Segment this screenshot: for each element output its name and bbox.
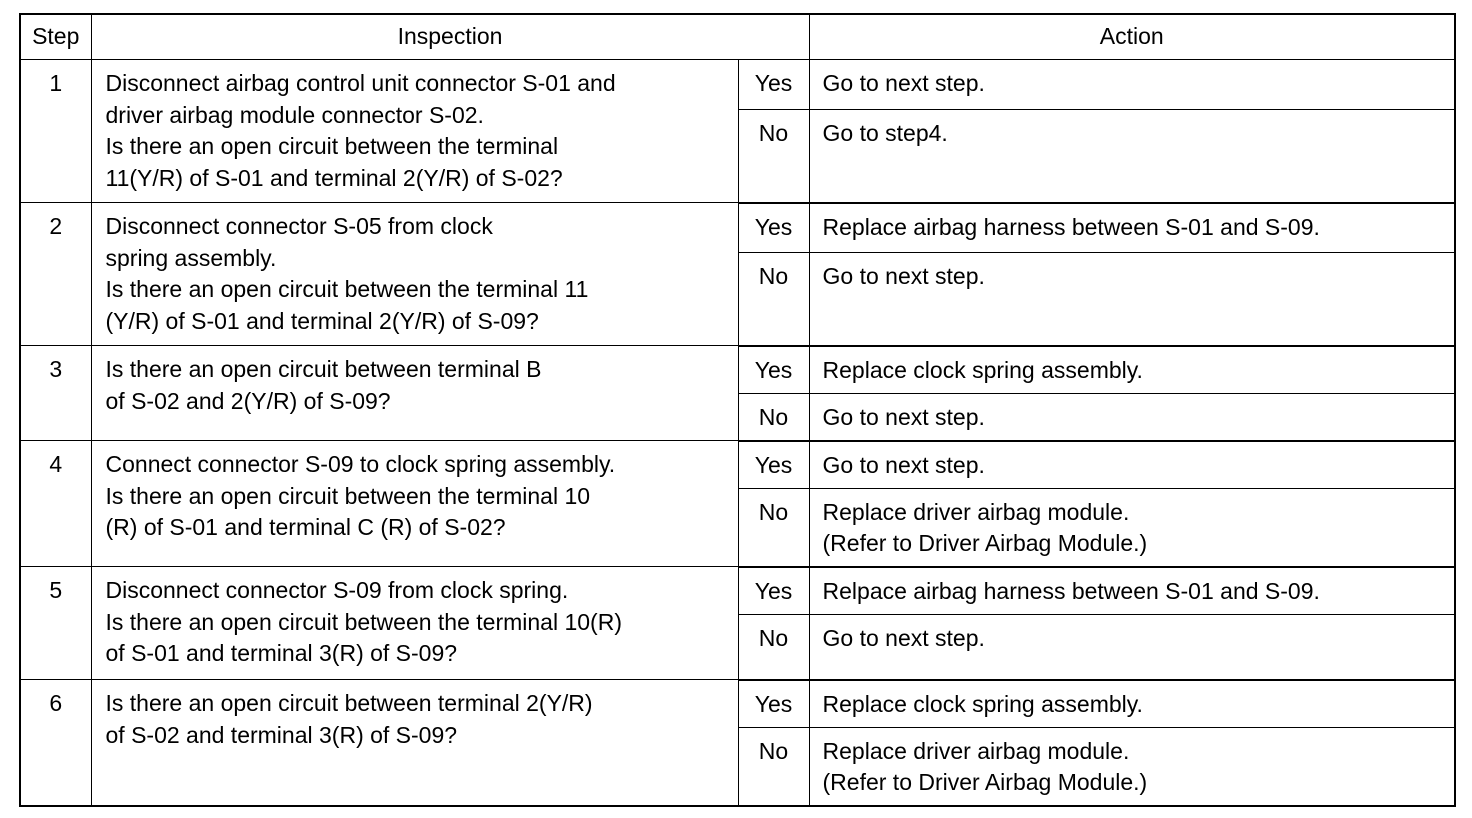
action-line: Replace driver airbag module.	[822, 498, 1130, 525]
inspection-line: spring assembly.	[105, 244, 277, 271]
inspection-text	[91, 346, 738, 441]
yes-label: Yes	[738, 346, 809, 394]
inspection-line: of S-02 and 2(Y/R) of S-09?	[105, 387, 391, 414]
inspection-line: of S-01 and terminal 3(R) of S-09?	[105, 640, 458, 666]
action-line: Go to next step.	[822, 451, 985, 478]
action-line: Replace clock spring assembly.	[822, 690, 1143, 717]
yes-action	[809, 60, 1455, 110]
yes-action	[809, 567, 1455, 615]
yes-label: Yes	[738, 60, 809, 110]
inspection-line: Connect connector S-09 to clock spring assembly.	[105, 451, 616, 477]
inspection-line: driver airbag module connector S-02.	[105, 101, 484, 128]
step-number: 2	[20, 203, 91, 346]
no-label: No	[738, 614, 809, 680]
troubleshooting-document	[19, 13, 1454, 807]
step-number: 4	[20, 441, 91, 567]
no-action	[809, 109, 1455, 202]
yes-label: Yes	[738, 441, 809, 489]
header-step: Step	[20, 14, 91, 60]
yes-label: Yes	[738, 567, 809, 615]
yes-action	[809, 441, 1455, 489]
table-row	[20, 203, 1455, 253]
inspection-line: (R) of S-01 and terminal C (R) of S-02?	[105, 514, 506, 540]
inspection-text	[91, 680, 738, 806]
no-action	[809, 393, 1455, 441]
inspection-line: Is there an open circuit between the terminal 10	[105, 482, 591, 509]
action-line: (Refer to Driver Airbag Module.)	[822, 530, 1148, 556]
yes-action	[809, 346, 1455, 394]
inspection-line: Disconnect connector S-05 from clock	[105, 213, 493, 239]
action-line: Go to next step.	[822, 263, 985, 290]
action-line: Go to next step.	[822, 70, 985, 96]
action-line: Replace driver airbag module.	[822, 737, 1130, 764]
no-label: No	[738, 488, 809, 567]
action-line: (Refer to Driver Airbag Module.)	[822, 769, 1148, 795]
inspection-line: Disconnect connector S-09 from clock spring.	[105, 577, 569, 603]
yes-label: Yes	[738, 203, 809, 253]
inspection-text	[91, 60, 738, 203]
no-label: No	[738, 109, 809, 202]
action-line: Go to next step.	[822, 624, 985, 651]
no-action	[809, 253, 1455, 346]
table-row	[20, 346, 1455, 394]
no-label: No	[738, 393, 809, 441]
inspection-line: Disconnect airbag control unit connector S-01 and	[105, 70, 616, 96]
inspection-line: of S-02 and terminal 3(R) of S-09?	[105, 721, 458, 748]
yes-action	[809, 203, 1455, 253]
inspection-text	[91, 203, 738, 346]
inspection-line: (Y/R) of S-01 and terminal 2(Y/R) of S-09?	[105, 307, 539, 334]
table-row	[20, 60, 1455, 110]
table-row	[20, 680, 1455, 728]
inspection-text	[91, 441, 738, 567]
yes-label: Yes	[738, 680, 809, 728]
inspection-line: Is there an open circuit between the terminal 11	[105, 276, 589, 302]
inspection-text	[91, 567, 738, 680]
header-action: Action	[809, 14, 1455, 60]
table-row	[20, 567, 1455, 615]
action-line: Replace airbag harness between S-01 and S-09.	[822, 213, 1320, 240]
inspection-line: Is there an open circuit between terminal B	[105, 356, 542, 382]
inspection-line: 11(Y/R) of S-01 and terminal 2(Y/R) of S-02?	[105, 164, 563, 191]
action-line: Relpace airbag harness between S-01 and S-09.	[822, 577, 1320, 604]
no-action	[809, 727, 1455, 806]
action-line: Go to step4.	[822, 119, 948, 146]
no-action	[809, 488, 1455, 567]
inspection-line: Is there an open circuit between the terminal 10(R)	[105, 608, 622, 635]
inspection-line: Is there an open circuit between terminal 2(Y/R)	[105, 690, 593, 716]
action-line: Go to next step.	[822, 403, 985, 430]
no-action	[809, 614, 1455, 680]
step-number: 6	[20, 680, 91, 806]
step-number: 3	[20, 346, 91, 441]
header-row	[20, 14, 1455, 60]
action-line: Replace clock spring assembly.	[822, 356, 1143, 383]
step-number: 1	[20, 60, 91, 203]
table-row	[20, 441, 1455, 489]
inspection-line: Is there an open circuit between the terminal	[105, 133, 559, 159]
header-inspection: Inspection	[91, 14, 809, 60]
no-label: No	[738, 253, 809, 346]
yes-action	[809, 680, 1455, 728]
inspection-table	[19, 13, 1456, 807]
no-label: No	[738, 727, 809, 806]
step-number: 5	[20, 567, 91, 680]
